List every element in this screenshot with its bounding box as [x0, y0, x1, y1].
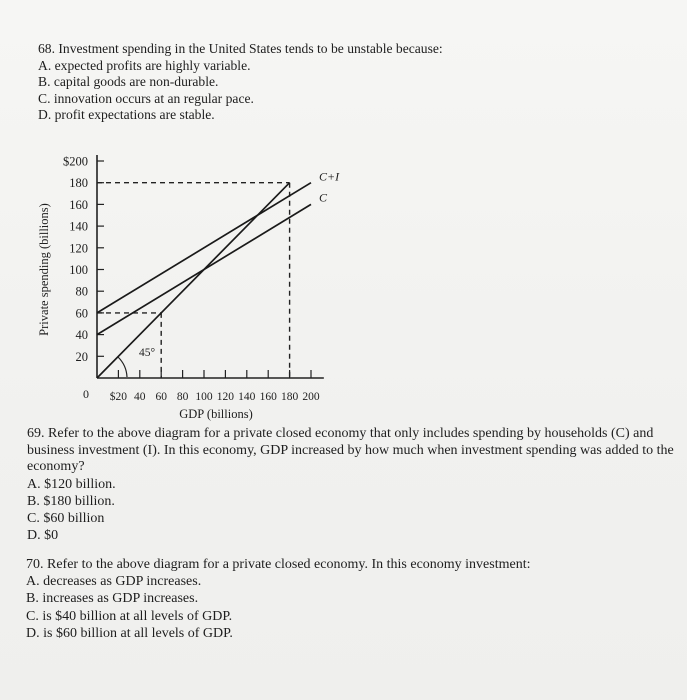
- series-label-c-plus-i: C+I: [319, 169, 340, 184]
- question-70-option-a: A. decreases as GDP increases.: [26, 574, 202, 590]
- x-tick-label: 180: [280, 391, 299, 403]
- y-tick-label: $200: [63, 154, 88, 169]
- question-68-option-b: B. capital goods are non-durable.: [38, 74, 219, 89]
- question-69-stem: 69. Refer to the above diagram for a private closed economy that only includes spending by households (C) and business investment (I). In this economy, GDP increased by how much when investment spending was added to the economy?: [27, 426, 674, 474]
- y-tick-label: 80: [75, 284, 88, 299]
- question-68-option-d: D. profit expectations are stable.: [38, 107, 215, 122]
- origin-label: 0: [83, 387, 89, 401]
- consumption-plus-investment-line: [97, 183, 311, 313]
- x-tick-label: 100: [195, 391, 213, 403]
- question-70-stem: 70. Refer to the above diagram for a private closed economy. In this economy investment:: [26, 557, 531, 572]
- y-axis-title: Private spending (billions): [37, 203, 51, 336]
- chart-labels: [37, 155, 340, 422]
- y-tick-label: 100: [69, 263, 88, 277]
- y-tick-label: 60: [75, 306, 88, 321]
- question-69-option-a: A. $120 billion.: [27, 476, 116, 492]
- question-68-option-a: A. expected profits are highly variable.: [38, 57, 251, 73]
- angle-label: 45°: [139, 347, 156, 359]
- y-tick-label: 40: [75, 328, 88, 343]
- x-tick-label: 160: [259, 391, 277, 403]
- y-tick-label: 180: [69, 176, 88, 191]
- x-tick-label: 200: [302, 391, 320, 403]
- question-70: [26, 556, 531, 642]
- question-70-option-c: C. is $40 billion at all levels of GDP.: [26, 608, 233, 624]
- question-69-option-b: B. $180 billion.: [27, 493, 115, 509]
- y-tick-label: 20: [75, 349, 88, 364]
- forty-five-degree-line: [97, 183, 290, 378]
- question-68-stem: 68. Investment spending in the United States tends to be unstable because:: [38, 41, 443, 56]
- x-tick-label: 140: [238, 391, 256, 403]
- question-70-option-d: D. is $60 billion at all levels of GDP.: [26, 625, 233, 641]
- x-tick-label: 120: [216, 391, 235, 403]
- y-tick-label: 160: [69, 197, 88, 212]
- question-69-option-c: C. $60 billion: [27, 510, 105, 526]
- question-69: [27, 426, 677, 544]
- question-69-option-d: D. $0: [27, 528, 59, 544]
- y-tick-label: 140: [69, 219, 88, 234]
- chart-series: [97, 183, 311, 378]
- x-axis-title: GDP (billions): [179, 407, 253, 421]
- x-tick-label: 80: [176, 391, 189, 403]
- series-label-c: C: [319, 190, 328, 205]
- question-68-option-c: C. innovation occurs at an regular pace.: [38, 90, 254, 106]
- x-tick-label: $20: [109, 391, 128, 403]
- question-70-option-b: B. increases as GDP increases.: [26, 591, 199, 607]
- x-tick-label: 40: [134, 391, 146, 403]
- y-tick-label: 120: [69, 241, 88, 256]
- angle-arc: [118, 357, 127, 377]
- x-tick-label: 60: [155, 391, 167, 403]
